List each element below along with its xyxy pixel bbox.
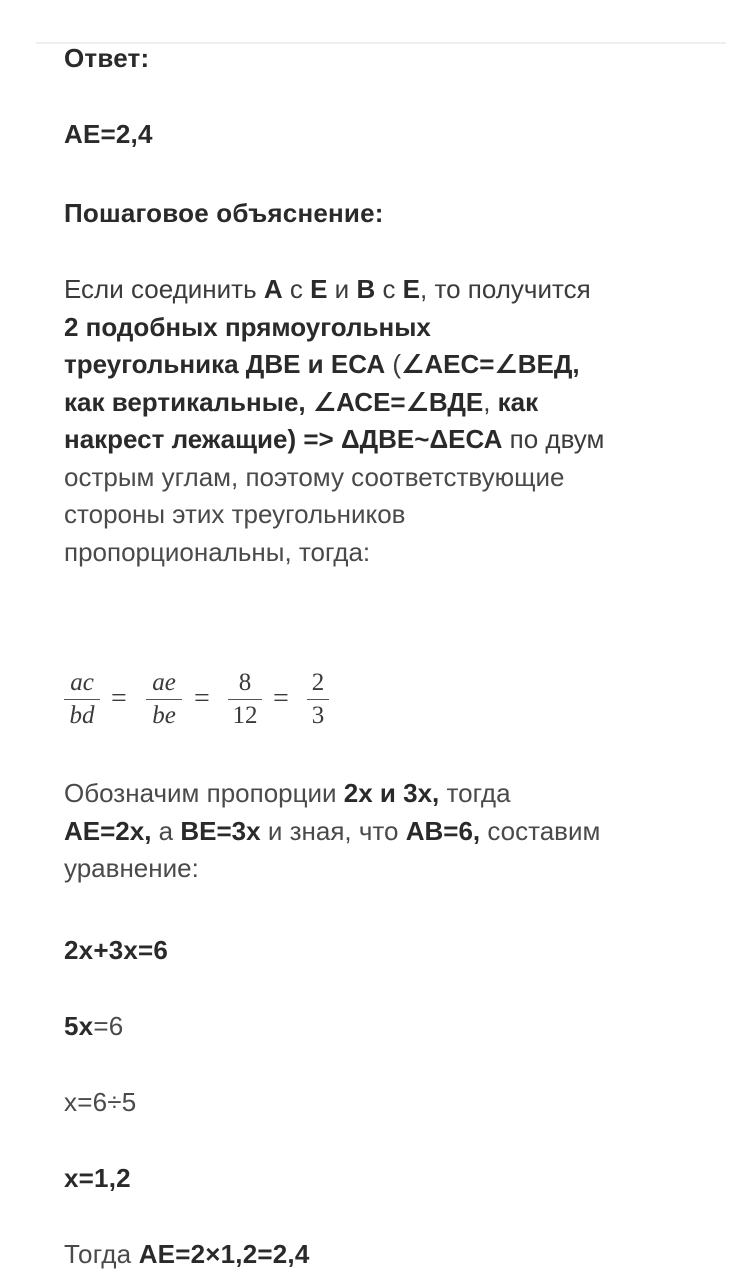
explanation-heading: Пошаговое объяснение: (64, 198, 384, 228)
fraction-2-3 (307, 667, 329, 732)
text-segment: с (282, 274, 311, 304)
fraction-denominator: bd (64, 699, 100, 732)
text-segment: 2х и 3х, (343, 778, 440, 808)
fraction-ae-be (146, 667, 182, 732)
equals-sign: = (194, 683, 210, 714)
text-segment: пропорциональны, тогда: (64, 536, 371, 567)
text-segment: А (263, 274, 283, 304)
text-segment: Е (402, 274, 421, 304)
equation-step: х=6÷5 (64, 1086, 137, 1117)
text-segment: и зная, что (260, 815, 406, 846)
text-segment: тогда (439, 778, 511, 808)
equals-sign: = (111, 683, 127, 714)
text-segment: как (497, 386, 539, 417)
equation-step: х=1,2 (64, 1162, 131, 1193)
text-segment: по двум (502, 424, 605, 454)
text-segment: Е (310, 274, 328, 304)
text-segment: а (151, 815, 181, 846)
text-segment: 5х (64, 1010, 94, 1041)
text-segment: , то получится (420, 274, 591, 304)
text-segment: АЕ=2×1,2=2,4 (138, 1238, 310, 1269)
text-segment: как вертикальные, ∠АСЕ=∠ВДЕ (64, 386, 484, 417)
text-segment: с (375, 274, 403, 304)
proportion-formula (64, 667, 704, 737)
fraction-numerator: 8 (238, 669, 252, 696)
text-segment: =6 (93, 1010, 124, 1041)
fraction-numerator: ac (70, 669, 94, 696)
text-segment: АЕ=2х, (64, 815, 152, 846)
fraction-denominator: 3 (307, 699, 329, 732)
text-segment: ∠АЕС=∠ВЕД, (401, 349, 580, 379)
text-segment: и (327, 274, 357, 304)
answer-value: AE=2,4 (64, 119, 153, 149)
text-segment: уравнение: (64, 853, 199, 883)
text-segment: 2 подобных прямоугольных (64, 311, 431, 342)
fraction-numerator: ae (152, 669, 176, 696)
proportion-paragraph (64, 775, 704, 888)
text-segment: накрест лежащие) => ΔДВЕ~ΔЕСА (64, 424, 503, 454)
text-segment: составим (480, 815, 601, 846)
text-segment: ВЕ=3х (180, 815, 261, 846)
text-segment: АВ=6, (405, 815, 481, 846)
fraction-8-12 (228, 667, 262, 732)
text-segment: стороны этих треугольников (64, 499, 406, 529)
answer-content (64, 40, 704, 1272)
answer-heading: Ответ: (64, 43, 150, 73)
equation-step: 2х+3х=6 (64, 934, 169, 965)
text-segment: Тогда (64, 1238, 139, 1269)
text-segment: Если соединить (64, 274, 264, 304)
text-segment: треугольника ДВЕ и ЕСА (64, 349, 386, 379)
text-segment: Обозначим пропорции (64, 778, 344, 808)
fraction-ac-bd (64, 667, 100, 732)
text-segment: острым углам, поэтому соответствующие (64, 461, 565, 492)
fraction-denominator: be (146, 699, 182, 732)
explanation-paragraph (64, 271, 704, 571)
equals-sign: = (273, 683, 289, 714)
text-segment: ( (385, 349, 402, 379)
fraction-numerator: 2 (311, 669, 325, 696)
text-segment: В (356, 274, 376, 304)
fraction-denominator: 12 (228, 699, 262, 732)
text-segment: , (483, 386, 498, 417)
equation-step (64, 1008, 704, 1044)
final-step (64, 1236, 704, 1272)
